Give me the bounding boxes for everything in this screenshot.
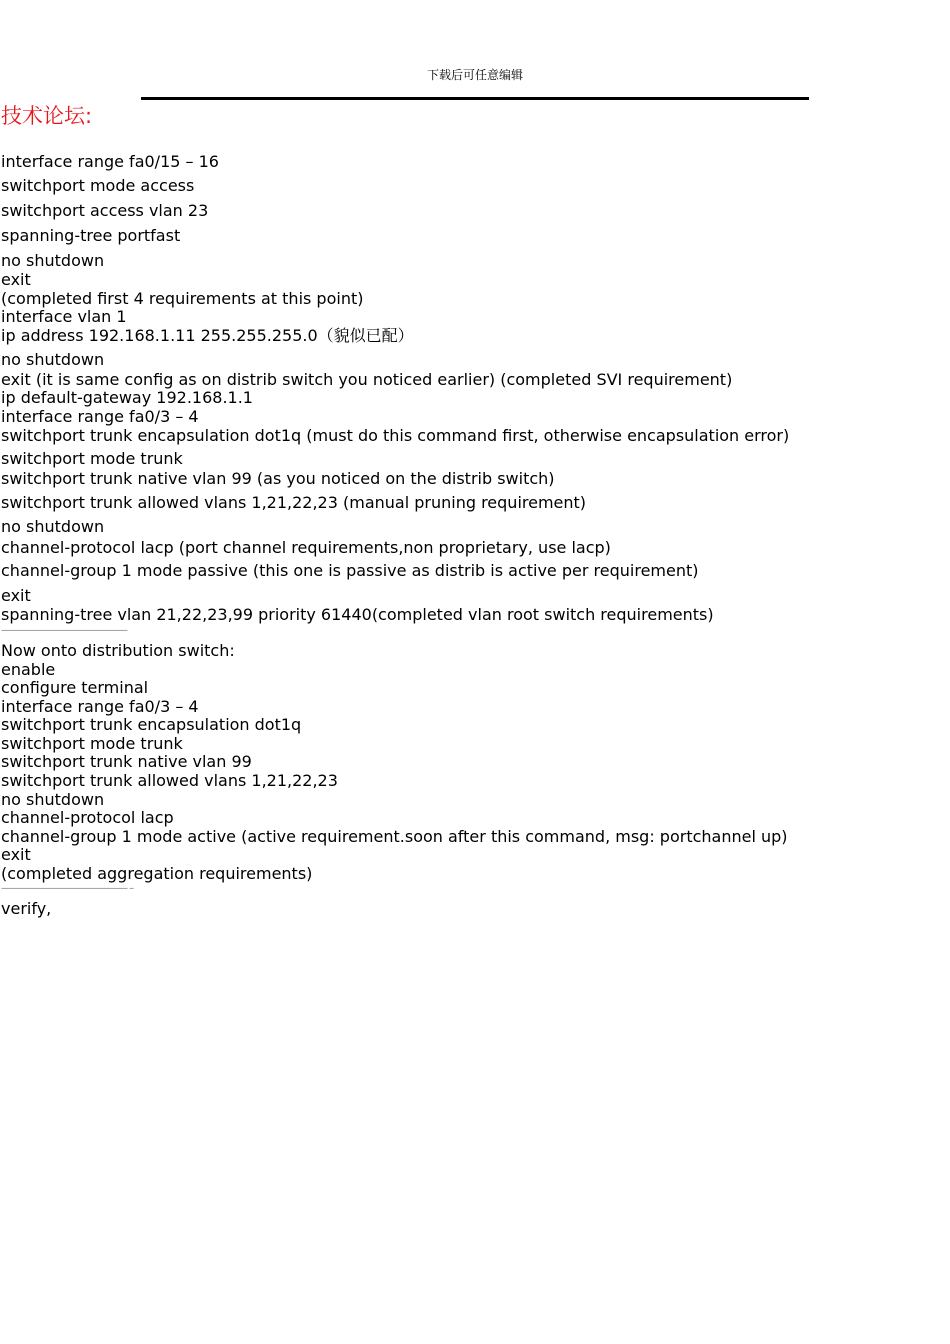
config-line: no shutdown	[1, 517, 105, 536]
config-line: (completed first 4 requirements at this point)	[1, 289, 364, 308]
config-line: switchport trunk encapsulation dot1q (must do this command first, otherwise encapsulation error)	[1, 426, 790, 445]
config-line: ip default-gateway 192.168.1.1	[1, 388, 253, 407]
config-line: (completed aggregation requirements)	[1, 864, 313, 883]
config-line: switchport trunk allowed vlans 1,21,22,23 (manual pruning requirement)	[1, 493, 587, 512]
config-line: enable	[1, 660, 56, 679]
config-line: configure terminal	[1, 678, 149, 697]
separator-line: ——————————————	[1, 625, 127, 636]
config-line: channel-protocol lacp	[1, 808, 174, 827]
config-line: channel-group 1 mode active (active requirement.soon after this command, msg: portchannel up)	[1, 827, 788, 846]
config-line: interface vlan 1	[1, 307, 127, 326]
config-line: interface range fa0/3 – 4	[1, 697, 199, 716]
verify-line: verify,	[1, 899, 52, 918]
config-line: channel-group 1 mode passive (this one is passive as distrib is active per requirement)	[1, 561, 699, 580]
section-title: 技术论坛:	[1, 104, 93, 128]
config-line: interface range fa0/15 – 16	[1, 152, 219, 171]
config-line: switchport mode access	[1, 176, 195, 195]
config-line: switchport trunk allowed vlans 1,21,22,23	[1, 771, 338, 790]
config-line: spanning-tree portfast	[1, 226, 181, 245]
config-line: switchport trunk native vlan 99 (as you noticed on the distrib switch)	[1, 469, 555, 488]
config-line: switchport trunk encapsulation dot1q	[1, 715, 302, 734]
page-header: 下载后可任意编辑	[426, 68, 523, 82]
config-line: spanning-tree vlan 21,22,23,99 priority 61440(completed vlan root switch requirements)	[1, 605, 714, 624]
config-line: switchport trunk native vlan 99	[1, 752, 252, 771]
header-rule	[141, 97, 809, 100]
config-line: no shutdown	[1, 251, 105, 270]
config-line: interface range fa0/3 – 4	[1, 407, 199, 426]
separator-line: —————————————— –	[1, 883, 134, 894]
config-line: switchport access vlan 23	[1, 201, 209, 220]
config-line: channel-protocol lacp (port channel requirements,non proprietary, use lacp)	[1, 538, 611, 557]
config-line: exit (it is same config as on distrib switch you noticed earlier) (completed SVI requirement)	[1, 370, 733, 389]
config-line: Now onto distribution switch:	[1, 641, 235, 660]
config-line: switchport mode trunk	[1, 449, 183, 468]
config-line: exit	[1, 586, 31, 605]
config-line: no shutdown	[1, 350, 105, 369]
config-line: no shutdown	[1, 790, 105, 809]
config-line: exit	[1, 845, 31, 864]
config-line: exit	[1, 270, 31, 289]
config-line: ip address 192.168.1.11 255.255.255.0（貌似已配）	[1, 326, 414, 345]
config-line: switchport mode trunk	[1, 734, 183, 753]
